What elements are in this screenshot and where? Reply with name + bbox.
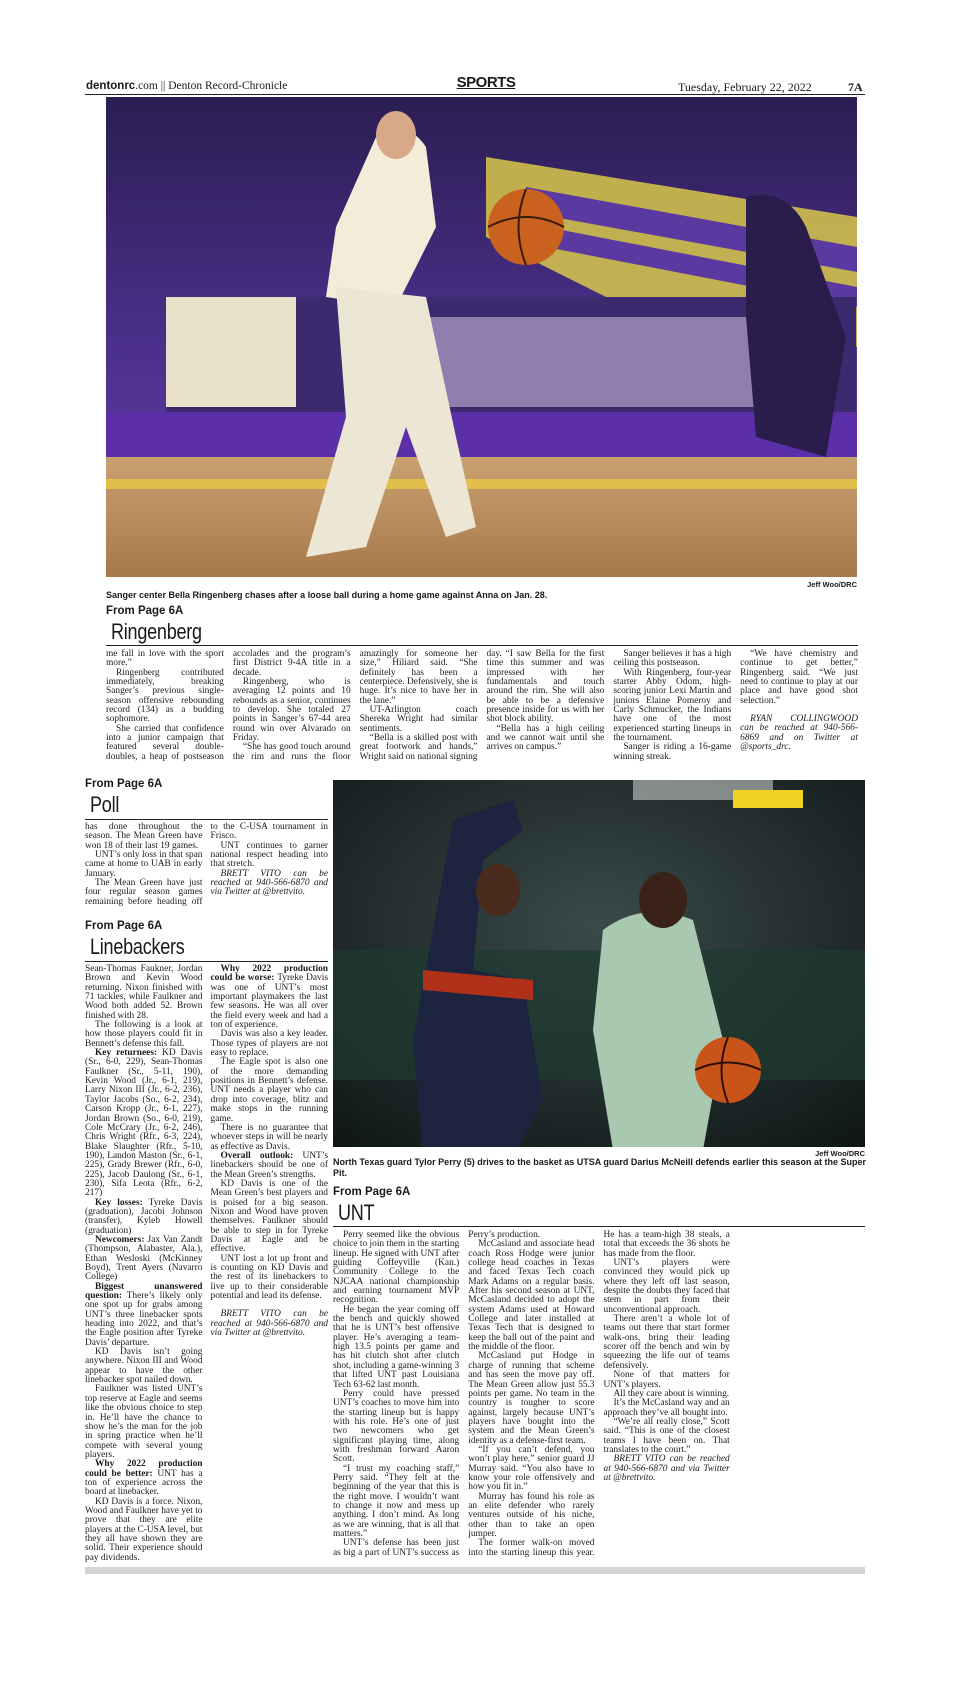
paragraph-text: “I trust my coaching staff,” Perry said. “They felt at the beginning of the year that this is the right move. I wouldn’t want to change it now and mess up anything. I don’t mind. As long as we are winning, that is all that matters.”	[333, 1463, 460, 1539]
paragraph-lead-in: Biggest unanswered question:	[85, 1281, 203, 1302]
paragraph-lead-in: Overall outlook:	[220, 1150, 294, 1161]
paragraph-text: Perry could have pressed UNT’s coaches to move him into the starting lineup but is happy with his role. He’s one of just two newcomers who get significant playing time, along with freshman forward Aaron Scott.	[333, 1388, 460, 1465]
paragraph-text: KD Davis is one of the Mean Green’s best players and is poised for a big season. Nixon and Wood have proven themselves. Faulkner should be able to step in for Tyreke Davis at Eagle and be effective.	[210, 1178, 328, 1255]
article-paragraph	[333, 1465, 459, 1540]
jump-label: From Page 6A	[106, 605, 184, 617]
site-suffix: .com || Denton Record-Chronicle	[135, 80, 288, 92]
article-paragraph	[613, 669, 731, 744]
article-body-unt	[333, 1231, 865, 1564]
article-paragraph	[211, 1124, 329, 1152]
article-paragraph	[85, 1021, 203, 1049]
jump-headline: Poll	[90, 792, 120, 817]
jump-label: From Page 6A	[85, 920, 163, 932]
page-number: 7A	[848, 80, 863, 94]
paragraph-lead-in: Key returnees:	[95, 1048, 158, 1059]
photo-caption: North Texas guard Tylor Perry (5) drives to the basket as UTSA guard Darius McNeill defends earlier this season at the Super Pit.	[333, 1157, 866, 1178]
paragraph-text: UNT’s linebackers should be one of the Mean Green’s strengths.	[210, 1150, 328, 1180]
paragraph-text: It’s the McCasland way and an approach they’ve all bought into.	[603, 1398, 730, 1418]
paragraph-lead-in: Key losses:	[95, 1197, 143, 1208]
paragraph-text: KD Davis is a force. Nixon, Wood and Faulkner have yet to prove that they are elite players at the C-USA level, but they all have shown they are solid. Their experience should pay dividends.	[85, 1496, 203, 1563]
site-name: dentonrc	[86, 80, 136, 92]
article-paragraph	[211, 1058, 329, 1123]
article-paragraph	[85, 1236, 203, 1283]
author-signoff	[604, 1455, 730, 1483]
article-paragraph	[604, 1418, 730, 1455]
paragraph-text: Tyreke Davis was one of UNT’s most important playmakers the last few seasons. He was all over the field every week and had a ton of experience.	[210, 973, 328, 1031]
article-paragraph	[468, 1446, 594, 1493]
author-signoff	[211, 1310, 329, 1338]
article-paragraph	[106, 669, 224, 725]
article-paragraph	[604, 1315, 730, 1371]
paragraph-text: KD Davis isn’t going anywhere. Nixon III and Wood appear to have the other linebacker spot nailed down.	[85, 1347, 203, 1386]
article-paragraph	[604, 1259, 730, 1315]
basketball-photo-unt	[333, 780, 865, 1147]
photo-credit: Jeff Woo/DRC	[807, 580, 857, 589]
jump-headline: UNT	[338, 1200, 375, 1225]
headline-rule	[85, 961, 328, 962]
article-paragraph	[85, 851, 203, 879]
paragraph-text: “Bella is a skilled post with great footwork and hands,” Wright said on national signing day. “I saw Bella for the first time this summer and was impressed with her fundamentals and touch around the rim. She will also be able to be a defensive presence inside for us with her shot block ability.	[359, 649, 605, 762]
article-paragraph	[333, 1390, 459, 1465]
paragraph-text: Perry seemed like the obvious choice to join them in the starting lineup. He signed with UNT after guiding Coffeyville (Kan.) Community College to the NJCAA national championship and earning tournament MVP recognition.	[333, 1230, 460, 1306]
article-paragraph	[85, 1049, 203, 1199]
paragraph-lead-in: Why 2022 production could be worse:	[210, 964, 328, 984]
article-paragraph	[85, 1498, 203, 1563]
paragraph-text: KD Davis (Sr., 6-0, 229), Sean-Thomas Faulkner (Sr., 5-11, 190), Kevin Wood (Jr., 6-1, 219), Larry Nixon III (Jr., 6-2, 236), Taylor Jacobs (So., 6-2, 234), Carson Kropp (Jr., 6-1, 227), Jordan Brown (So., 6-0, 219), Cole McCrary (Jr., 6-2, 246), Chris Wright (Rfr., 6-3, 224), Blake Slaughter (Rfr., 5-10, 190), Landon Maston (Sr., 6-1, 225), Grady Brewer (Rfr., 6-0, 225), Jacob Daulong (Sr., 6-1, 230), Sifa Leota (Rfr., 6-2, 217)	[85, 1048, 203, 1199]
article-paragraph	[613, 650, 731, 669]
paragraph-text: Faulkner was listed UNT’s top reserve at Eagle and seems like the obvious choice to step in. He’ll have the chance to show he’s the man for the job in spring practice when he’ll compete with several young players.	[85, 1384, 203, 1460]
paragraph-text: UNT’s players were convinced they would pick up where they left off last season, despite the doubts they faced that stem in part from their unconventional approach.	[603, 1258, 730, 1315]
article-paragraph	[211, 1152, 329, 1180]
article-paragraph	[211, 1180, 329, 1255]
article-paragraph	[613, 743, 731, 762]
paragraph-text: Murray has found his role as an elite defender who rarely ventures outside of his niche, other than to take an open jumper.	[468, 1491, 595, 1539]
paragraph-text: UNT continues to garner national respect heading into that stretch.	[210, 840, 328, 870]
paragraph-text: There aren’t a whole lot of teams out there that start former walk-ons, bring their leading scorer off the bench and win by squeezing the life out of teams defensively.	[603, 1314, 730, 1371]
article-paragraph	[211, 1255, 329, 1302]
article-body-linebackers	[85, 965, 328, 1565]
photo-unt	[333, 780, 865, 1147]
article-paragraph	[85, 1199, 203, 1236]
paragraph-text: McCasland and associate head coach Ross Hodge were junior college head coaches in Texas and faced Texas Tech coach Mark Adams on a regular basis. After his second season at UNT, McCasland decided to adopt the system Adams used at Howard College and later installed at Texas Tech that is designed to keep the ball out of the paint and the middle of the floor.	[468, 1239, 595, 1353]
paragraph-text: has done throughout the season. The Mean Green have won 18 of their last 19 games.	[85, 822, 203, 851]
article-paragraph	[85, 965, 203, 1021]
article-paragraph	[604, 1371, 730, 1390]
paragraph-text: me fall in love with the sport more.”	[106, 649, 224, 669]
article-body-poll	[85, 823, 328, 908]
section-title: SPORTS	[456, 74, 516, 91]
paragraph-text: Tyreke Davis (graduation), Jacobi Johnson (transfer), Kyleb Howell (graduation)	[85, 1197, 203, 1236]
paragraph-text: There is no guarantee that whoever steps in will be nearly as effective as Davis.	[210, 1122, 328, 1152]
photo-credit: Jeff Woo/DRC	[815, 1149, 865, 1158]
paragraph-text: He began the year coming off the bench and quickly showed that he is UNT’s best offensive player. He’s averaging a team-high 13.5 points per game and has hit clutch shot after clutch shot, including a game-winning 3 that lifted UNT past Louisiana Tech 63-62 last month.	[333, 1304, 460, 1390]
article-paragraph	[468, 1240, 594, 1352]
article-paragraph	[106, 650, 224, 669]
article-paragraph	[211, 965, 329, 1030]
paragraph-text: UNT has a ton of experience across the board at linebacker.	[85, 1468, 203, 1498]
paragraph-text: Ringenberg, who is averaging 12 points and 10 rebounds as a senior, continues to develop. She totaled 27 points in Sanger’s 67-44 area round win over Alvarado on Friday.	[232, 677, 351, 744]
paragraph-text: The Eagle spot is also one of the more demanding positions in Bennett’s defense. UNT needs a player who can drop into coverage, blitz and make stops in the running game.	[210, 1057, 328, 1124]
paragraph-text: RYAN COLLINGWOOD can be reached at 940-566-6869 and on Twitter at @sports_drc.	[740, 714, 858, 753]
paragraph-text: The Mean Green have just four regular season games remaining before heading off to the C-USA tournament in Frisco.	[85, 822, 328, 907]
paragraph-text: Sean-Thomas Faukner, Jordan Brown and Kevin Wood returning. Nixon finished with 71 tackles, while Faulkner and Wood both added 52. Brown finished with 28.	[85, 964, 203, 1021]
article-paragraph	[85, 1385, 203, 1460]
paragraph-text: “We’re all really close,” Scott said. “This is one of the closest teams I have been on. That translates to the court.”	[603, 1416, 730, 1455]
author-signoff	[211, 870, 329, 898]
paragraph-text: All they care about is winning.	[613, 1388, 730, 1399]
paragraph-text: “She has good touch around the rim and runs the floor amazingly for someone her size,” Hiliard said. “She definitely has been a centerpiece. Defensively, she is huge. It’s nice to have her in the lane.”	[232, 649, 478, 762]
article-paragraph	[85, 823, 203, 851]
article-paragraph	[740, 650, 858, 706]
article-paragraph	[211, 1030, 329, 1058]
paragraph-text: There’s likely only one spot up for grabs among UNT’s three linebacker spots heading into 2022, and that’s the Eagle position after Tyreke Davis’ departure.	[85, 1291, 203, 1348]
paragraph-text: “We have chemistry and continue to get better,” Ringenberg said. “We just need to continue to play at our place and have good shot selection.”	[740, 649, 858, 706]
paragraph-text: None of that matters for UNT’s players.	[603, 1370, 730, 1390]
article-paragraph	[85, 1283, 203, 1348]
article-paragraph	[360, 706, 478, 734]
headline-rule	[85, 819, 328, 820]
article-paragraph	[333, 1231, 459, 1306]
paragraph-text: Sanger believes it has a high ceiling this postseason.	[613, 649, 732, 669]
article-paragraph	[468, 1352, 594, 1445]
article-paragraph	[85, 1348, 203, 1385]
jump-headline: Ringenberg	[111, 619, 202, 644]
article-paragraph	[468, 1493, 594, 1540]
basketball-photo-girls	[106, 97, 857, 577]
paragraph-text: UNT’s defense has been just as big a part of UNT’s success as Perry’s production.	[333, 1230, 541, 1558]
paragraph-text: McCasland put Hodge in charge of running that scheme and has seen the move pay off. The Mean Green allow just 55.3 points per game. No team in the country is tougher to score against, largely because UNT’s players have bought into the system and the Mean Green’s identity as a defense-first team.	[468, 1351, 595, 1446]
article-paragraph	[211, 842, 329, 870]
paragraph-text: Sanger is riding a 16-game winning streak.	[613, 742, 732, 762]
headline-rule	[106, 645, 858, 646]
paragraph-text: Davis was also a key leader. Those types of players are not easy to replace.	[210, 1029, 328, 1059]
paragraph-lead-in: Newcomers:	[95, 1234, 145, 1245]
paragraph-text: “Bella has a high ceiling and we cannot wait until she arrives on campus.”	[486, 723, 605, 753]
headline-rule	[333, 1226, 865, 1227]
article-paragraph	[486, 725, 604, 753]
paragraph-text: The following is a look at how those players could fit in Bennett’s defense this fall.	[85, 1020, 203, 1049]
paragraph-text: Jax Van Zandt (Thompson, Alabaster, Ala.), Ethan Wesloski (McKinney Boyd), Trent Ayers (Navarro College)	[85, 1234, 203, 1283]
article-paragraph	[85, 1460, 203, 1497]
jump-label: From Page 6A	[333, 1186, 411, 1198]
paragraph-text: UT-Arlington coach Shereka Wright had similar sentiments.	[359, 705, 478, 734]
paragraph-text: The former walk-on moved into the starting lineup this year. He has a team-high 38 steals, a total that exceeds the 36 shots he has made from the floor.	[468, 1230, 730, 1558]
paragraph-lead-in: Why 2022 production could be better:	[85, 1459, 203, 1479]
article-paragraph	[333, 1306, 459, 1390]
header-rule	[85, 94, 865, 95]
article-paragraph	[233, 678, 351, 743]
paragraph-text: She carried that confidence into a junior campaign that featured several double-doubles, a heap of postseason accolades and the program’s first District 9-4A title in a decade.	[106, 649, 351, 762]
article-body-ringenberg	[106, 650, 858, 766]
photo-ringenberg	[106, 97, 857, 577]
page-footer-bar	[85, 1567, 865, 1574]
paragraph-text: BRETT VITO can be reached at 940-566-6870 and via Twitter at @brettvito.	[603, 1454, 730, 1483]
issue-date: Tuesday, February 22, 2022	[678, 80, 812, 94]
paragraph-text: UNT’s only loss in that span came at home to UAB in early January.	[85, 850, 203, 879]
photo-caption: Sanger center Bella Ringenberg chases after a loose ball during a home game against Anna on Jan. 28.	[106, 590, 548, 600]
paragraph-text: BRETT VITO can be reached at 940-566-6870 and via Twitter at @brettvito.	[210, 1309, 328, 1339]
paragraph-text: UNT lost a lot up front and is counting on KD Davis and the rest of its linebackers to live up to their considerable potential and lead its defense.	[210, 1253, 328, 1302]
author-signoff	[740, 715, 858, 752]
article-paragraph	[604, 1399, 730, 1418]
jump-headline: Linebackers	[90, 934, 185, 959]
paragraph-text: With Ringenberg, four-year starter Abby Odom, high-scoring junior Lexi Martin and juniors Elaine Pomeroy and Carly Schmucker, the Indians have one of the most experienced starting lineups in the tournament.	[613, 667, 732, 744]
paragraph-text: “If you can’t defend, you won’t play here,” senior guard JJ Murray said. “You also have to know your role offensively and how you fit in.”	[468, 1444, 595, 1493]
paragraph-text: Ringenberg contributed immediately, breaking Sanger’s previous single-season offensive rebounding record (134) as a budding sophomore.	[106, 667, 224, 725]
paragraph-text: BRETT VITO can be reached at 940-566-6870 and via Twitter at @brettvito.	[210, 868, 328, 898]
jump-label: From Page 6A	[85, 778, 163, 790]
